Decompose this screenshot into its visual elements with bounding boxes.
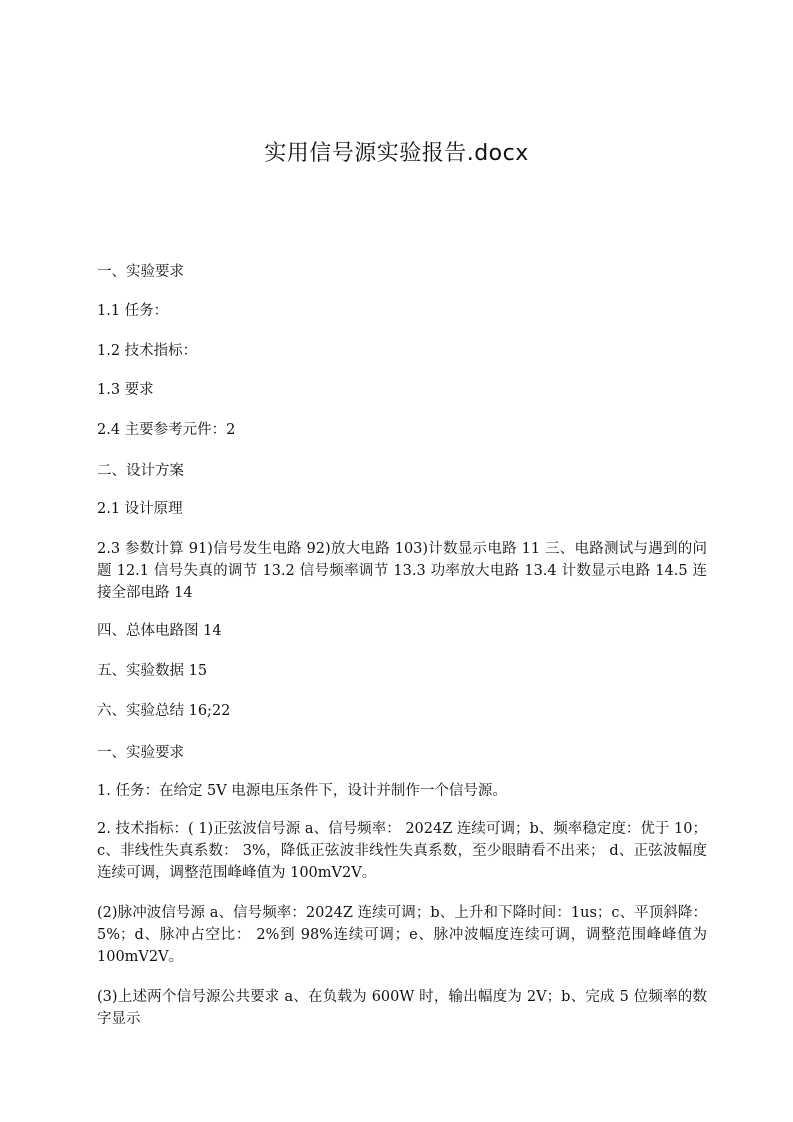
toc-item: 二、设计方案	[97, 463, 184, 479]
toc-item: 2.4 主要参考元件：2	[97, 422, 236, 438]
section-heading: 一、实验要求	[97, 745, 184, 761]
paragraph: 1. 任务：在给定 5V 电源电压条件下，设计并制作一个信号源。	[97, 783, 507, 799]
toc-item-multiline: 2.3 参数计算 91)信号发生电路 92)放大电路 103)计数显示电路 11 三、电路测试与遇到的问题 12.1 信号失真的调节 13.2 信号频率调节 13.3 功率放大电路 13.4 计数显示电路 14.5 连接全部电路 14	[97, 541, 707, 601]
toc-item: 1.3 要求	[97, 382, 154, 398]
paragraph: 2. 技术指标：( 1)正弦波信号源 a、信号频率： 2024Z 连续可调；b、频率稳定度：优于 10；c、非线性失真系数： 3%，降低正弦波非线性失真系数，至少眼睛看不出来； d、正弦波幅度连续可调，调整范围峰峰值为 100mV2V。	[97, 821, 707, 881]
toc-item: 六、实验总结 16;22	[97, 703, 231, 719]
document-title: 实用信号源实验报告.docx	[264, 141, 529, 166]
toc-item: 2.1 设计原理	[97, 501, 183, 517]
toc-item: 五、实验数据 15	[97, 663, 208, 679]
paragraph: (2)脉冲波信号源 a、信号频率：2024Z 连续可调；b、上升和下降时间：1us；c、平顶斜降：5%；d、脉冲占空比： 2%到 98%连续可调；e、脉冲波幅度连续可调，调整范围峰峰值为 100mV2V。	[97, 905, 707, 965]
toc-item: 四、总体电路图 14	[97, 623, 222, 639]
toc-item: 1.1 任务：	[97, 303, 169, 319]
toc-item: 1.2 技术指标：	[97, 343, 198, 359]
toc-item: 一、实验要求	[97, 264, 184, 280]
paragraph: (3)上述两个信号源公共要求 a、在负载为 600W 时，输出幅度为 2V；b、完成 5 位频率的数字显示	[97, 989, 707, 1027]
